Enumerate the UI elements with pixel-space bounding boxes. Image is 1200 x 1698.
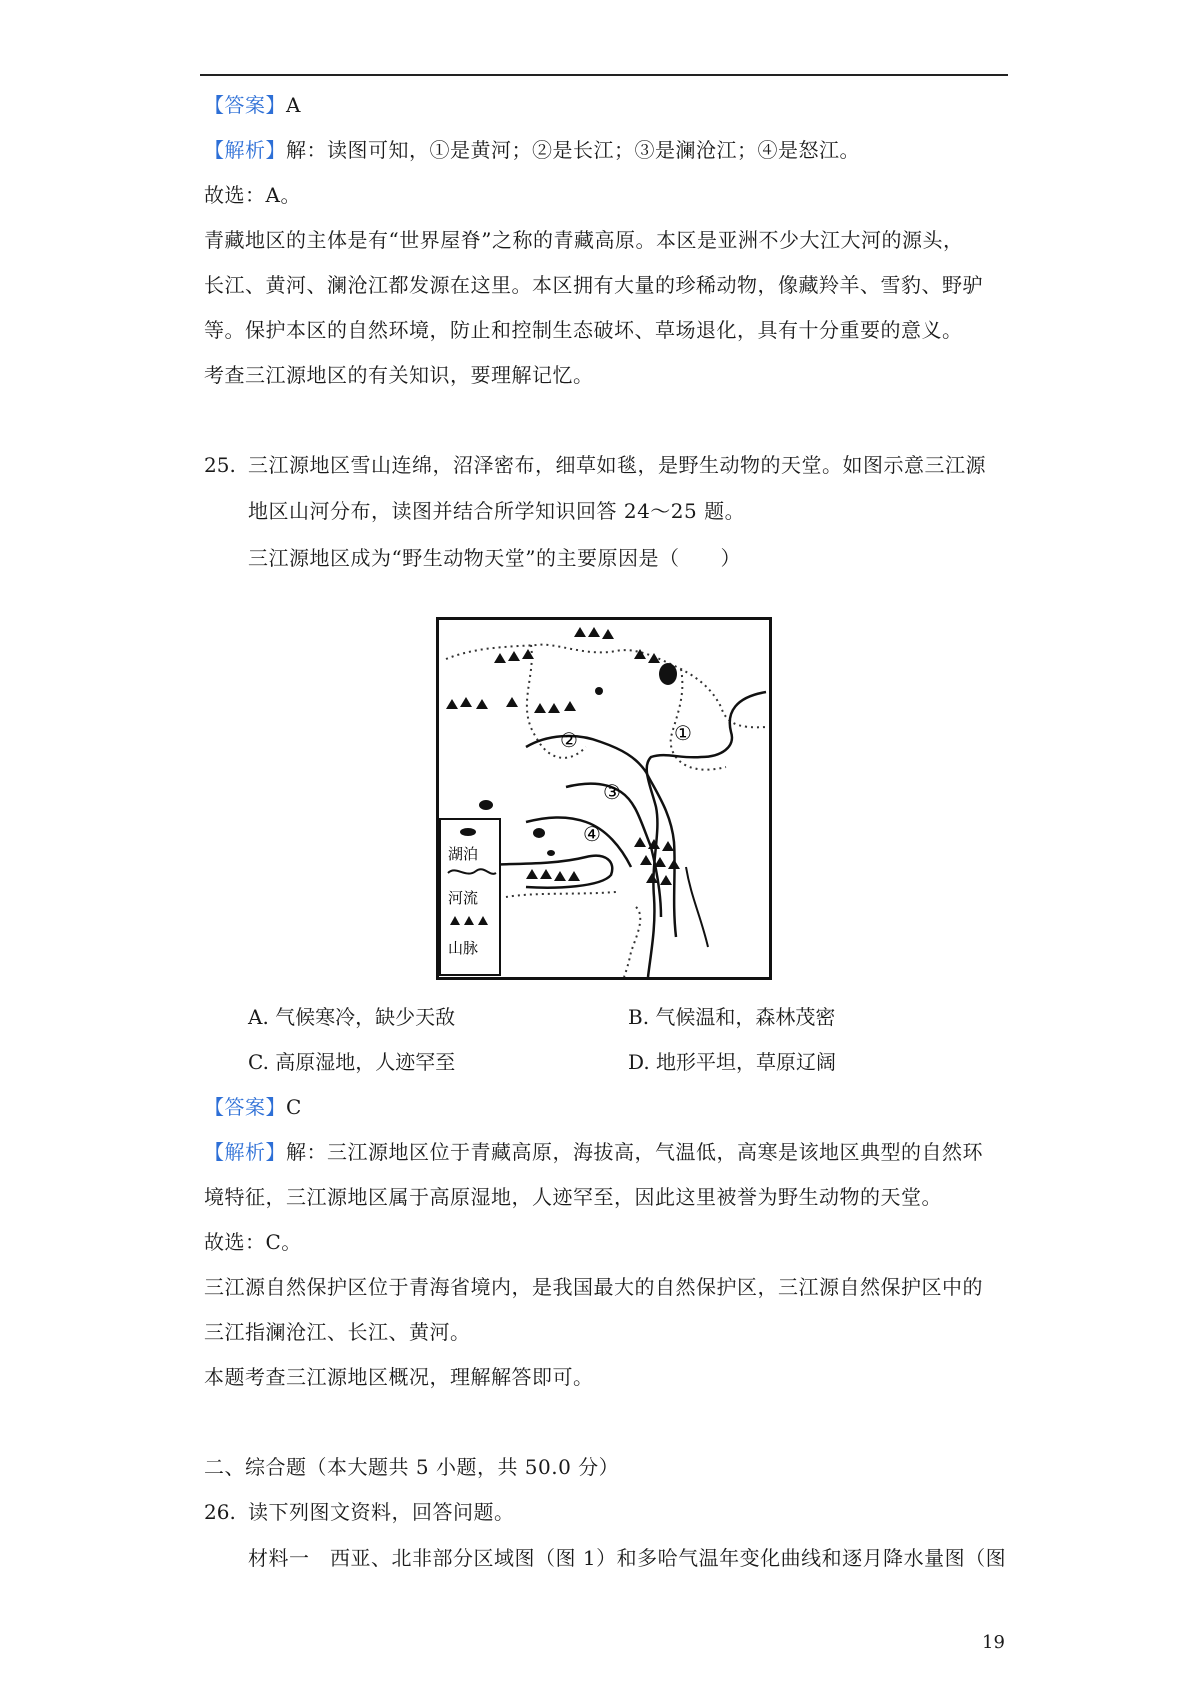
question-number: 25. [204,453,236,477]
answer-line-25 [204,1093,302,1121]
option-b: B. 气候温和，森林茂密 [628,1005,836,1029]
answer-line-24 [204,91,301,119]
analysis-text: 解：读图可知，①是黄河；②是长江；③是澜沧江；④是怒江。 [286,138,860,162]
label-4: ④ [583,822,601,846]
question-stem: 地区山河分布，读图并结合所学知识回答 24～25 题。 [248,499,746,523]
lake [595,687,603,695]
paragraph-line: 三江源自然保护区位于青海省境内，是我国最大的自然保护区，三江源自然保护区中的 [204,1275,983,1299]
label-1: ① [674,721,692,745]
option-c: C. 高原湿地，人迹罕至 [248,1050,456,1074]
legend-mountain: 山脉 [448,939,479,957]
legend-lake: 湖泊 [448,845,479,863]
material-text: 材料一 西亚、北非部分区域图（图 1）和多哈气温年变化曲线和逐月降水量图（图 [248,1546,1007,1570]
lake [659,663,677,685]
analysis-label: 【解析】 [204,138,286,162]
header-rule [200,74,1008,76]
answer-value: A [286,93,301,117]
analysis-text: 解：三江源地区位于青藏高原，海拔高，气温低，高寒是该地区典型的自然环 [286,1140,983,1164]
analysis-line-25 [204,1138,983,1166]
sanjiangyuan-map [436,617,772,980]
lake-legend-icon [460,828,476,836]
mountain-legend-icon [450,916,488,925]
legend-river: 河流 [448,889,479,907]
option-d: D. 地形平坦，草原辽阔 [628,1050,837,1074]
label-2: ② [560,728,578,752]
analysis-line-24 [204,136,860,164]
paragraph-line: 等。保护本区的自然环境，防止和控制生态破坏、草场退化，具有十分重要的意义。 [204,318,963,342]
answer-label: 【答案】 [204,93,286,117]
question-prompt: 三江源地区成为“野生动物天堂”的主要原因是（ ） [248,546,741,570]
paragraph-line: 三江指澜沧江、长江、黄河。 [204,1320,471,1344]
page-number: 19 [982,1632,1005,1653]
question-stem: 读下列图文资料，回答问题。 [248,1500,515,1524]
paragraph-line: 长江、黄河、澜沧江都发源在这里。本区拥有大量的珍稀动物，像藏羚羊、雪豹、野驴 [204,273,983,297]
analysis-label: 【解析】 [204,1140,286,1164]
paragraph-line: 青藏地区的主体是有“世界屋脊”之称的青藏高原。本区是亚洲不少大江大河的源头， [204,228,964,252]
choice-line-24: 故选：A。 [204,183,301,207]
paragraph-line: 考查三江源地区的有关知识，要理解记忆。 [204,363,594,387]
section-heading: 二、综合题（本大题共 5 小题，共 50.0 分） [204,1455,620,1479]
answer-value: C [286,1095,302,1119]
question-number: 26. [204,1500,236,1524]
label-3: ③ [603,780,621,804]
answer-label: 【答案】 [204,1095,286,1119]
choice-line-25: 故选：C。 [204,1230,302,1254]
lake [479,800,493,810]
question-stem: 三江源地区雪山连绵，沼泽密布，细草如毯，是野生动物的天堂。如图示意三江源 [248,453,986,477]
analysis-continuation: 境特征，三江源地区属于高原湿地，人迹罕至，因此这里被誉为野生动物的天堂。 [204,1185,942,1209]
option-a: A. 气候寒冷，缺少天敌 [248,1005,456,1029]
paragraph-line: 本题考查三江源地区概况，理解解答即可。 [204,1365,594,1389]
lake [547,850,555,856]
lake [533,828,545,838]
